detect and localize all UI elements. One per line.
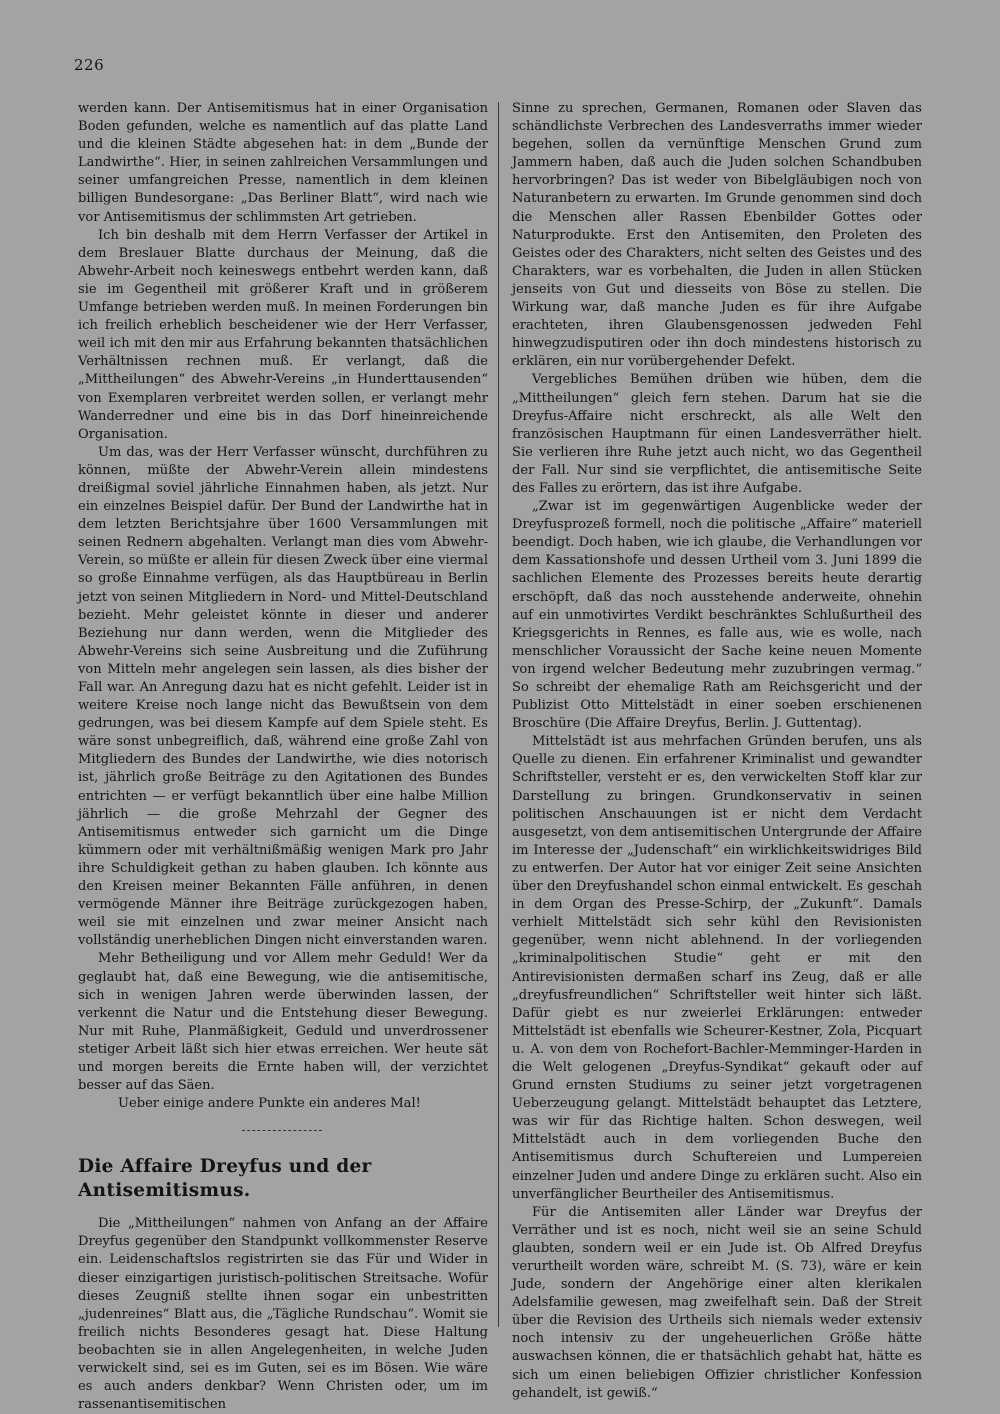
column-rule — [498, 102, 499, 1327]
paragraph: Ich bin deshalb mit dem Herrn Verfasser der Artikel in dem Breslauer Blatte durchaus der Meinung, daß die Abwehr-Arbeit noch keineswegs entbehrt werden kann, daß sie im Gegentheil mit größerer Kraft und in größerem Umfange betrieben werden muß. In meinen Forderungen bin ich freilich erheblich bescheidener wie der Herr Verfasser, weil ich mit den mir aus Erfahrung bekannten thatsächlichen Verhältnissen rechnen muß. Er verlangt, daß die „Mittheilungen“ des Abwehr-Vereins „in Hunderttausenden“ von Exemplaren verbreitet werden sollen, er verlangt mehr Wanderredner und eine bis in das Dorf hineinreichende Organisation. — [78, 227, 488, 442]
signoff: Ueber einige andere Punkte ein anderes Mal! — [118, 1096, 421, 1112]
article-headline: Die Affaire Dreyfus und der Antisemitismus. — [78, 1156, 372, 1202]
section-separator — [78, 1113, 488, 1151]
paragraph: Um das, was der Herr Verfasser wünscht, durchführen zu können, müßte der Abwehr-Verein allein mindestens dreißigmal soviel jährliche Einnahmen haben, als jetzt. Nur ein einzelnes Beispiel dafür. Der Bund der Landwirthe hat in dem letzten Berichtsjahre über 1600 Versammlungen mit seinen Rednern abgehalten. Verlangt man dies vom Abwehr-Verein, so müßte er allein für diesen Zweck über eine viermal so große Einnahme verfügen, als das Hauptbüreau in Berlin jetzt von seinen Mitgliedern in Nord- und Mittel-Deutschland bezieht. Mehr geleistet könnte in dieser und anderer Beziehung nur dann werden, wenn die Mitglieder des Abwehr-Vereins sich seine Ausbreitung und die Zuführung von Mitteln mehr angelegen sein lassen, als dies bisher der Fall war. An Anregung dazu hat es nicht gefehlt. Leider ist in weitere Kreise noch lange nicht das Bewußtsein von dem gedrungen, was bei diesem Kampfe auf dem Spiele steht. Es wäre sonst unbegreiflich, daß, während eine große Zahl von Mitgliedern des Bundes der Landwirthe, wie dies notorisch ist, jährlich große Beiträge zu den Agitationen des Bundes entrichten — er verfügt bekanntlich über eine halbe Million jährlich — die große Mehrzahl der Gegner des Antisemitismus entweder sich garnicht um die Dinge kümmern oder mit verhältnißmäßig wenigen Mark pro Jahr ihre Schuldigkeit gethan zu haben glauben. Ich könnte aus den Kreisen meiner Bekannten Fälle anführen, in denen vermögende Männer ihre Beiträge zurückgezogen haben, weil sie mit einzelnen und zwar meiner Ansicht nach vollständig unerheblichen Dingen nicht einverstanden waren. — [78, 444, 488, 949]
paragraph: Die „Mittheilungen“ nahmen von Anfang an der Affaire Dreyfus gegenüber den Standpunkt vollkommenster Reserve ein. Leidenschaftslos registrirten sie das Für und Wider in dieser einzigartigen juristisch-politischen Streitsache. Wofür dieses Zeugniß stellte ihnen sogar ein unbestritten „judenreines“ Blatt aus, die „Tägliche Rundschau“. Womit sie freilich nichts Besonderes gesagt hat. Diese Haltung beobachten sie in allen Angelegenheiten, in welche Juden verwickelt sind, sei es im Guten, sei es im Bösen. Wie wäre es auch anders denkbar? Wenn Christen oder, um im rassenantisemitischen — [78, 1216, 488, 1413]
page-number: 226 — [74, 56, 105, 74]
paragraph: Sinne zu sprechen, Germanen, Romanen oder Slaven das schändlichste Verbrechen des Landesverraths immer wieder begehen, sollen da vernünftige Menschen Grund zum Jammern haben, daß auch die Juden solchen Schandbuben hervorbringen? Das ist weder von Bibelgläubigen noch von Naturanbetern zu erwarten. Im Grunde genommen sind doch die Menschen aller Rassen Ebenbilder Gottes oder Naturprodukte. Erst den Antisemiten, den Proleten des Geistes oder des Charakters, nicht selten des Geistes und des Charakters, war es vorbehalten, die Juden in allen Stücken jenseits von Gut und diesseits von Böse zu stellen. Die Wirkung war, daß manche Juden es für ihre Aufgabe erachteten, ihren Glaubensgenossen jedweden Fehl hinwegzudisputiren oder ihn doch mindestens historisch zu erklären, ein nur vorübergehender Defekt. — [512, 101, 922, 370]
paragraph: „Zwar ist im gegenwärtigen Augenblicke weder der Dreyfusprozeß formell, noch die politische „Affaire“ materiell beendigt. Doch haben, wie ich glaube, die Verhandlungen vor dem Kassationshofe und dessen Urtheil vom 3. Juni 1899 die sachlichen Elemente des Prozesses bereits heute derartig erschöpft, daß das noch ausstehende anderweite, ohnehin auf ein unmotivirtes Verdikt beschränktes Schlußurtheil des Kriegsgerichts in Rennes, es falle aus, wie es wolle, nach menschlicher Voraussicht der Sache keine neuen Momente von irgend welcher Bedeutung mehr zuzubringen vermag.“ So schreibt der ehemalige Rath am Reichsgericht und der Publizist Otto Mittelstädt in einer soeben erschienenen Broschüre (Die Affaire Dreyfus, Berlin. J. Guttentag). — [512, 499, 922, 732]
left-column — [78, 100, 488, 1414]
paragraph: werden kann. Der Antisemitismus hat in einer Organisation Boden gefunden, welche es namentlich auf das platte Land und die kleinen Städte abgesehen hat: in dem „Bunde der Landwirthe“. Hier, in seinen zahlreichen Versammlungen und seiner umfangreichen Presse, namentlich in dem kleinen billigen Bundesorgane: „Das Berliner Blatt“, wird nach wie vor Antisemitismus der schlimmsten Art getrieben. — [78, 101, 488, 225]
paragraph: Mehr Betheiligung und vor Allem mehr Geduld! Wer da geglaubt hat, daß eine Bewegung, wie die antisemitische, sich in wenigen Jahren werde überwinden lassen, der verkennt die Natur und die Entstehung dieser Bewegung. Nur mit Ruhe, Planmäßigkeit, Geduld und unverdrossener stetiger Arbeit läßt sich hier etwas erreichen. Wer heute sät und morgen bereits die Ernte haben will, der verzichtet besser auf das Säen. — [78, 951, 488, 1094]
paragraph: Für die Antisemiten aller Länder war Dreyfus der Verräther und ist es noch, nicht weil sie an seine Schuld glaubten, sondern weil er ein Jude ist. Ob Alfred Dreyfus verurtheilt worden wäre, schreibt M. (S. 73), wäre er kein Jude, sondern der Angehörige einer alten klerikalen Adelsfamilie gewesen, mag zweifelhaft sein. Daß der Streit über die Revision des Urtheils sich niemals weder extensiv noch intensiv zu der ungeheuerlichen Größe hätte auswachsen können, die er thatsächlich gehabt hat, hätte es sich um einen beliebigen Offizier christlicher Konfession gehandelt, ist gewiß.“ — [512, 1204, 922, 1401]
paragraph: Mittelstädt ist aus mehrfachen Gründen berufen, uns als Quelle zu dienen. Ein erfahrener Kriminalist und gewandter Schriftsteller, versteht er es, den verwickelten Stoff klar zur Darstellung zu bringen. Grundkonservativ in seinen politischen Anschauungen ist er nicht dem Verdacht ausgesetzt, von dem antisemitischen Untergrunde der Affaire im Interesse der „Judenschaft“ ein wirklichkeitswidriges Bild zu entwerfen. Der Autor hat vor einiger Zeit seine Ansichten über den Dreyfushandel schon einmal entwickelt. Es geschah in dem Organ des Presse-Schirp, der „Zukunft“. Damals verhielt Mittelstädt sich sehr kühl den Revisionisten gegenüber, wenn nicht ablehnend. In der vorliegenden „kriminalpolitischen Studie“ geht er mit den Antirevisionisten dermaßen scharf ins Zeug, daß er alle „dreyfusfreundlichen“ Schriftsteller weit hinter sich läßt. Dafür giebt es nur zweierlei Erklärungen: entweder Mittelstädt ist ebenfalls wie Scheurer-Kestner, Zola, Picquart u. A. von dem von Rochefort-Bachler-Memminger-Harden in die Welt gelogenen „Dreyfus-Syndikat“ gekauft oder auf Grund ernsten Studiums zu seiner jetzt vorgetragenen Ueberzeugung gelangt. Mittelstädt behauptet das Letztere, was wir für das Richtige halten. Schon deswegen, weil Mittelstädt auch in dem vorliegenden Buche den Antisemitismus durch Schuftereien und Lumpereien einzelner Juden und andere Dinge zu erklären sucht. Also ein unverfänglicher Beurtheiler des Antisemitismus. — [512, 734, 922, 1202]
paragraph: Vergebliches Bemühen drüben wie hüben, dem die „Mittheilungen“ gleich fern stehen. Darum hat sie die Dreyfus-Affaire nicht erschreckt, als alle Welt den französischen Hauptmann für einen Landesverräther hielt. Sie verlieren ihre Ruhe jetzt auch nicht, wo das Gegentheil der Fall. Nur sind sie verpflichtet, die antisemitische Seite des Falles zu erörtern, das ist ihre Aufgabe. — [512, 372, 922, 496]
right-column — [512, 100, 922, 1403]
